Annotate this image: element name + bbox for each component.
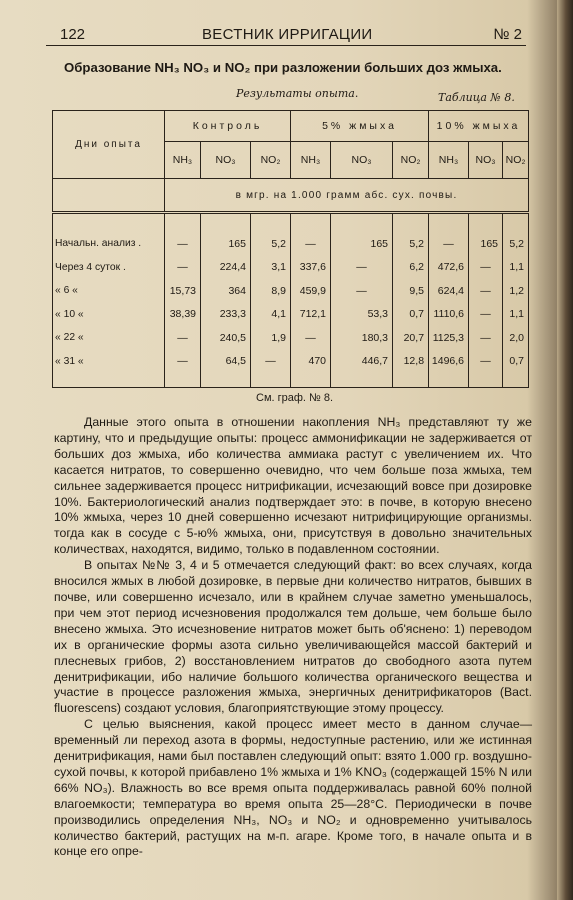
table-row (53, 350, 529, 388)
subcolumn-header: NO₃ (331, 142, 393, 179)
table-cell: 446,7 (331, 350, 393, 388)
subcolumn-header: NH₃ (165, 142, 201, 179)
table-cell: 459,9 (291, 279, 331, 303)
table-cell: 64,5 (201, 350, 251, 388)
table-cell: 240,5 (201, 326, 251, 350)
table-cell: 15,73 (165, 279, 201, 303)
table-cell: 1,1 (503, 256, 529, 280)
table-body (53, 213, 529, 388)
subcolumn-header: NO₂ (393, 142, 429, 179)
table-cell: 712,1 (291, 303, 331, 327)
table-cell: 20,7 (393, 326, 429, 350)
table-row (53, 213, 529, 256)
table-cell: 165 (331, 213, 393, 256)
table-cell: — (469, 350, 503, 388)
table-cell: — (429, 213, 469, 256)
unit-row (53, 179, 529, 213)
table-cell: 8,9 (251, 279, 291, 303)
table-cell: 38,39 (165, 303, 201, 327)
page-number: 122 (60, 26, 86, 43)
book-spine-shadow (557, 0, 573, 900)
table-cell: — (469, 326, 503, 350)
table-cell: 624,4 (429, 279, 469, 303)
table-cell: 0,7 (393, 303, 429, 327)
unit-label: в мгр. на 1.000 грамм абс. сух. почвы. (165, 179, 529, 213)
paragraph: В опытах №№ 3, 4 и 5 отмечается следующий факт: во всех случаях, когда вносился жмых в любой дозировке, в первые дни количество нитратов, бывших в почве, или совершенно исчезало, или в крайнем случае заметно уменьшалось, при чем этот период исчезновения продолжался тем дольше, чем больше было внесено жмыха. Это исчезновение нитратов может быть об'яснено: 1) переводом их в органические формы азота сильно увеличивающейся массой бактерий и плесневых грибов, 2) восстановлением нитратов до свободного азота путем денитрификации, ибо наличие большого количества органического вещества и участие в процессе разложения жмыха, энергичных денитрификаторов (Bact. fluorescens) создают условия, благоприятствующие этому процессу. (54, 558, 532, 716)
header-rule (46, 45, 526, 46)
table-cell: 1,1 (503, 303, 529, 327)
table-number: Таблица № 8. (438, 91, 515, 104)
table-row (53, 256, 529, 280)
table-cell: 1,9 (251, 326, 291, 350)
table-cell: 337,6 (291, 256, 331, 280)
subcolumn-header: NH₃ (291, 142, 331, 179)
table-row (53, 279, 529, 303)
group-header: Контроль (165, 111, 291, 142)
table-cell: 2,0 (503, 326, 529, 350)
subcolumn-header: NO₂ (503, 142, 529, 179)
table-cell: 1125,3 (429, 326, 469, 350)
graph-reference: См. граф. № 8. (256, 392, 334, 404)
group-header-row (53, 111, 529, 142)
table-cell: 6,2 (393, 256, 429, 280)
table-cell: — (469, 279, 503, 303)
body-text (54, 415, 532, 860)
table-cell: — (165, 326, 201, 350)
table-cell: 1496,6 (429, 350, 469, 388)
subcolumn-header: NO₂ (251, 142, 291, 179)
row-label: « 6 « (53, 279, 165, 303)
row-label: Через 4 суток . (53, 256, 165, 280)
table-cell: 5,2 (503, 213, 529, 256)
subcolumn-header: NO₃ (201, 142, 251, 179)
table-cell: 165 (469, 213, 503, 256)
table-cell: — (469, 303, 503, 327)
table-cell: 3,1 (251, 256, 291, 280)
table-cell: 5,2 (251, 213, 291, 256)
table-cell: — (165, 256, 201, 280)
table-row (53, 326, 529, 350)
table-cell: 470 (291, 350, 331, 388)
unit-row-spacer (53, 179, 165, 213)
table-title: Образование NH₃ NO₃ и NO₂ при разложении больших доз жмыха. (64, 60, 502, 75)
table-cell: 5,2 (393, 213, 429, 256)
table-cell: — (251, 350, 291, 388)
table-cell: 233,3 (201, 303, 251, 327)
row-label: « 10 « (53, 303, 165, 327)
paragraph: Данные этого опыта в отношении накопления NH₃ представляют ту же картину, что и предыдущие опыты: процесс аммонификации не задерживается от больших доз жмыха, ибо количества аммиака растут с увеличением их. Что касается нитратов, то совершенно очевидно, что чем больше поза жмыха, тем сильнее задерживается процесс нитрификации, исчезающий вовсе при дозировке 10%. Бактериологический анализ подтверждает это: в почве, в которую внесено 10% жмыха, через 10 дней совершенно исчезают нитрифицирующие организмы. тогда как в сосуде с 5-ю% жмыха, они, присутствуя в довольно значительных количествах, находятся, видимо, только в подавленном состоянии. (54, 415, 532, 557)
subcolumn-header: NO₃ (469, 142, 503, 179)
days-header: Дни опыта (53, 111, 165, 179)
table-cell: 1,2 (503, 279, 529, 303)
subcolumn-header: NH₃ (429, 142, 469, 179)
table-cell: — (165, 213, 201, 256)
table-cell: — (165, 350, 201, 388)
running-header (60, 26, 522, 46)
table-cell: — (291, 326, 331, 350)
table-cell: 224,4 (201, 256, 251, 280)
table-cell: 1110,6 (429, 303, 469, 327)
group-header: 5% жмыха (291, 111, 429, 142)
row-label: « 22 « (53, 326, 165, 350)
table-cell: 4,1 (251, 303, 291, 327)
table-cell: 165 (201, 213, 251, 256)
issue-number: № 2 (493, 26, 522, 43)
journal-title: ВЕСТНИК ИРРИГАЦИИ (202, 26, 373, 43)
table-cell: 9,5 (393, 279, 429, 303)
table-cell: — (331, 256, 393, 280)
paragraph: С целью выяснения, какой процесс имеет место в данном случае—временный ли переход азота в формы, недоступные растению, или же истинная денитрификация, нами был поставлен следующий опыт: взято 1.000 гр. воздушно-сухой почвы, к которой прибавлено 1% жмыха и 1% KNO₃ (содержащей 15% N или 66% NO₃). Влажность во все время опыта поддерживалась равной 60% полной влагоемкости; температура во время опыта 25—28°C. Периодически в почве производились определения NH₃, NO₃ и NO₂ и одновременно учитывалось количество бактерий, растущих на м-п. агаре. Кроме того, в начале опыта и в конце его опре- (54, 717, 532, 859)
table-cell: 12,8 (393, 350, 429, 388)
table-cell: — (331, 279, 393, 303)
table-cell: — (469, 256, 503, 280)
table-cell: 364 (201, 279, 251, 303)
table-row (53, 303, 529, 327)
data-table (52, 110, 529, 388)
group-header: 10% жмыха (429, 111, 529, 142)
table-subtitle: Результаты опыта. (236, 87, 359, 100)
table-cell: 0,7 (503, 350, 529, 388)
table-cell: 53,3 (331, 303, 393, 327)
table-cell: — (291, 213, 331, 256)
row-label: Начальн. анализ . (53, 213, 165, 256)
table-cell: 472,6 (429, 256, 469, 280)
row-label: « 31 « (53, 350, 165, 388)
table-cell: 180,3 (331, 326, 393, 350)
